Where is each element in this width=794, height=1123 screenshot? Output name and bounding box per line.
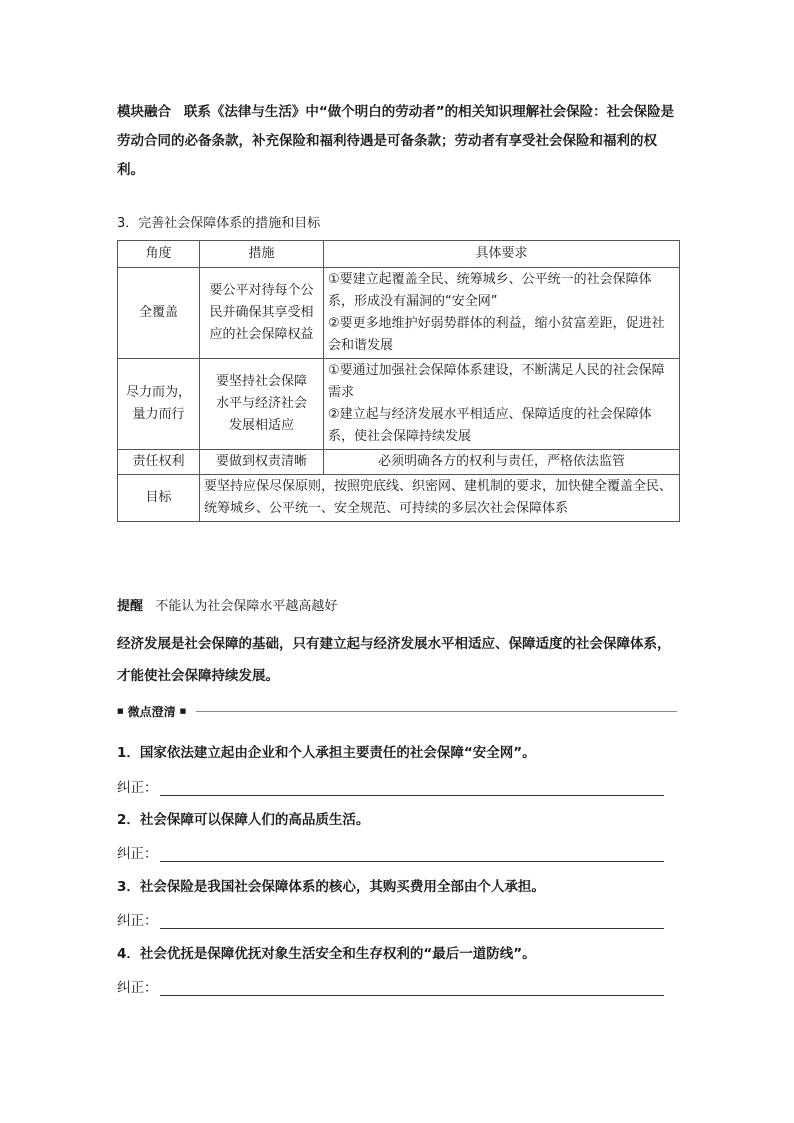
correction-blank[interactable] [160, 979, 665, 996]
correction-label: 纠正： [117, 913, 158, 929]
reminder-paragraph: 经济发展是社会保障的基础，只有建立起与经济发展水平相适应、保障适度的社会保障体系，才能使社会保障持续发展。 [117, 636, 671, 684]
table-cell-goal: 要坚持应保尽保原则，按照兜底线、织密网、建机制的要求，加快健全覆盖全民、统筹城乡、公平统一、安全规范、可持续的多层次社会保障体系 [200, 475, 680, 522]
correction-line-3 [117, 909, 664, 929]
micro-heading: 微点澄清 [127, 704, 176, 719]
angle-line-2: 量力而行 [132, 407, 185, 422]
intro-paragraph [117, 98, 682, 185]
intro-tag: 模块融合 [117, 104, 171, 120]
angle-line-1: 尽力而为， [125, 385, 191, 400]
question-4: 4．社会优抚是保障优抚对象生活安全和生存权利的“最后一道防线”。 [117, 946, 536, 962]
intro-text: 联系《法律与生活》中“做个明白的劳动者”的相关知识理解社会保险：社会保险是劳动合同的必备条款，补充保险和福利待遇是可备条款；劳动者有享受社会保险和福利的权利。 [117, 104, 675, 178]
table-cell-angle: 目标 [118, 475, 200, 522]
table-header-row [118, 241, 680, 268]
table-cell-measure: 要做到权责清晰 [200, 450, 324, 475]
square-bullet-icon: ■ [179, 707, 187, 715]
reminder-title: 不能认为社会保障水平越高越好 [155, 599, 338, 614]
correction-blank[interactable] [160, 779, 665, 796]
measures-table [117, 240, 680, 522]
table-header-cell: 措施 [200, 241, 324, 268]
table-cell-measure: 要坚持社会保障水平与经济社会发展相适应 [200, 359, 324, 450]
correction-label: 纠正： [117, 780, 158, 796]
table-cell-requirement [324, 268, 680, 359]
correction-label: 纠正： [117, 980, 158, 996]
reminder-heading [117, 595, 337, 614]
table-header-cell: 具体要求 [324, 241, 680, 268]
requirement-2: ②建立起与经济发展水平相适应、保障适度的社会保障体系，使社会保障持续发展 [328, 407, 652, 444]
table-cell-angle: 全覆盖 [118, 268, 200, 359]
question-2: 2．社会保障可以保障人们的高品质生活。 [117, 812, 370, 828]
correction-label: 纠正： [117, 846, 158, 862]
requirement-2: ②要更多地维护好弱势群体的利益，缩小贫富差距，促进社会和谐发展 [328, 316, 665, 353]
table-row [118, 359, 680, 450]
table-cell-requirement [324, 359, 680, 450]
requirement-1: ①要建立起覆盖全民、统筹城乡、公平统一的社会保障体系，形成没有漏洞的“安全网” [328, 272, 652, 309]
table-header-cell: 角度 [118, 241, 200, 268]
correction-blank[interactable] [160, 845, 665, 862]
table-row [118, 450, 680, 475]
section-3-title: 3．完善社会保障体系的措施和目标 [117, 216, 321, 231]
table-row [118, 268, 680, 359]
table-cell-angle [118, 359, 200, 450]
micro-section-divider [117, 703, 677, 719]
square-bullet-icon: ■ [117, 707, 124, 715]
table-row [118, 475, 680, 522]
question-3: 3．社会保险是我国社会保障体系的核心，其购买费用全部由个人承担。 [117, 879, 545, 895]
reminder-tag: 提醒 [117, 599, 144, 614]
divider-line [196, 711, 677, 712]
correction-blank[interactable] [160, 912, 665, 929]
question-1: 1．国家依法建立起由企业和个人承担主要责任的社会保障“安全网”。 [117, 745, 536, 761]
correction-line-1 [117, 776, 664, 796]
correction-line-2 [117, 842, 664, 862]
table-cell-requirement: 必须明确各方的权利与责任，严格依法监管 [324, 450, 680, 475]
table-cell-angle: 责任权利 [118, 450, 200, 475]
table-cell-measure: 要公平对待每个公民并确保其享受相应的社会保障权益 [200, 268, 324, 359]
requirement-1: ①要通过加强社会保障体系建设，不断满足人民的社会保障需求 [328, 363, 665, 400]
correction-line-4 [117, 976, 664, 996]
